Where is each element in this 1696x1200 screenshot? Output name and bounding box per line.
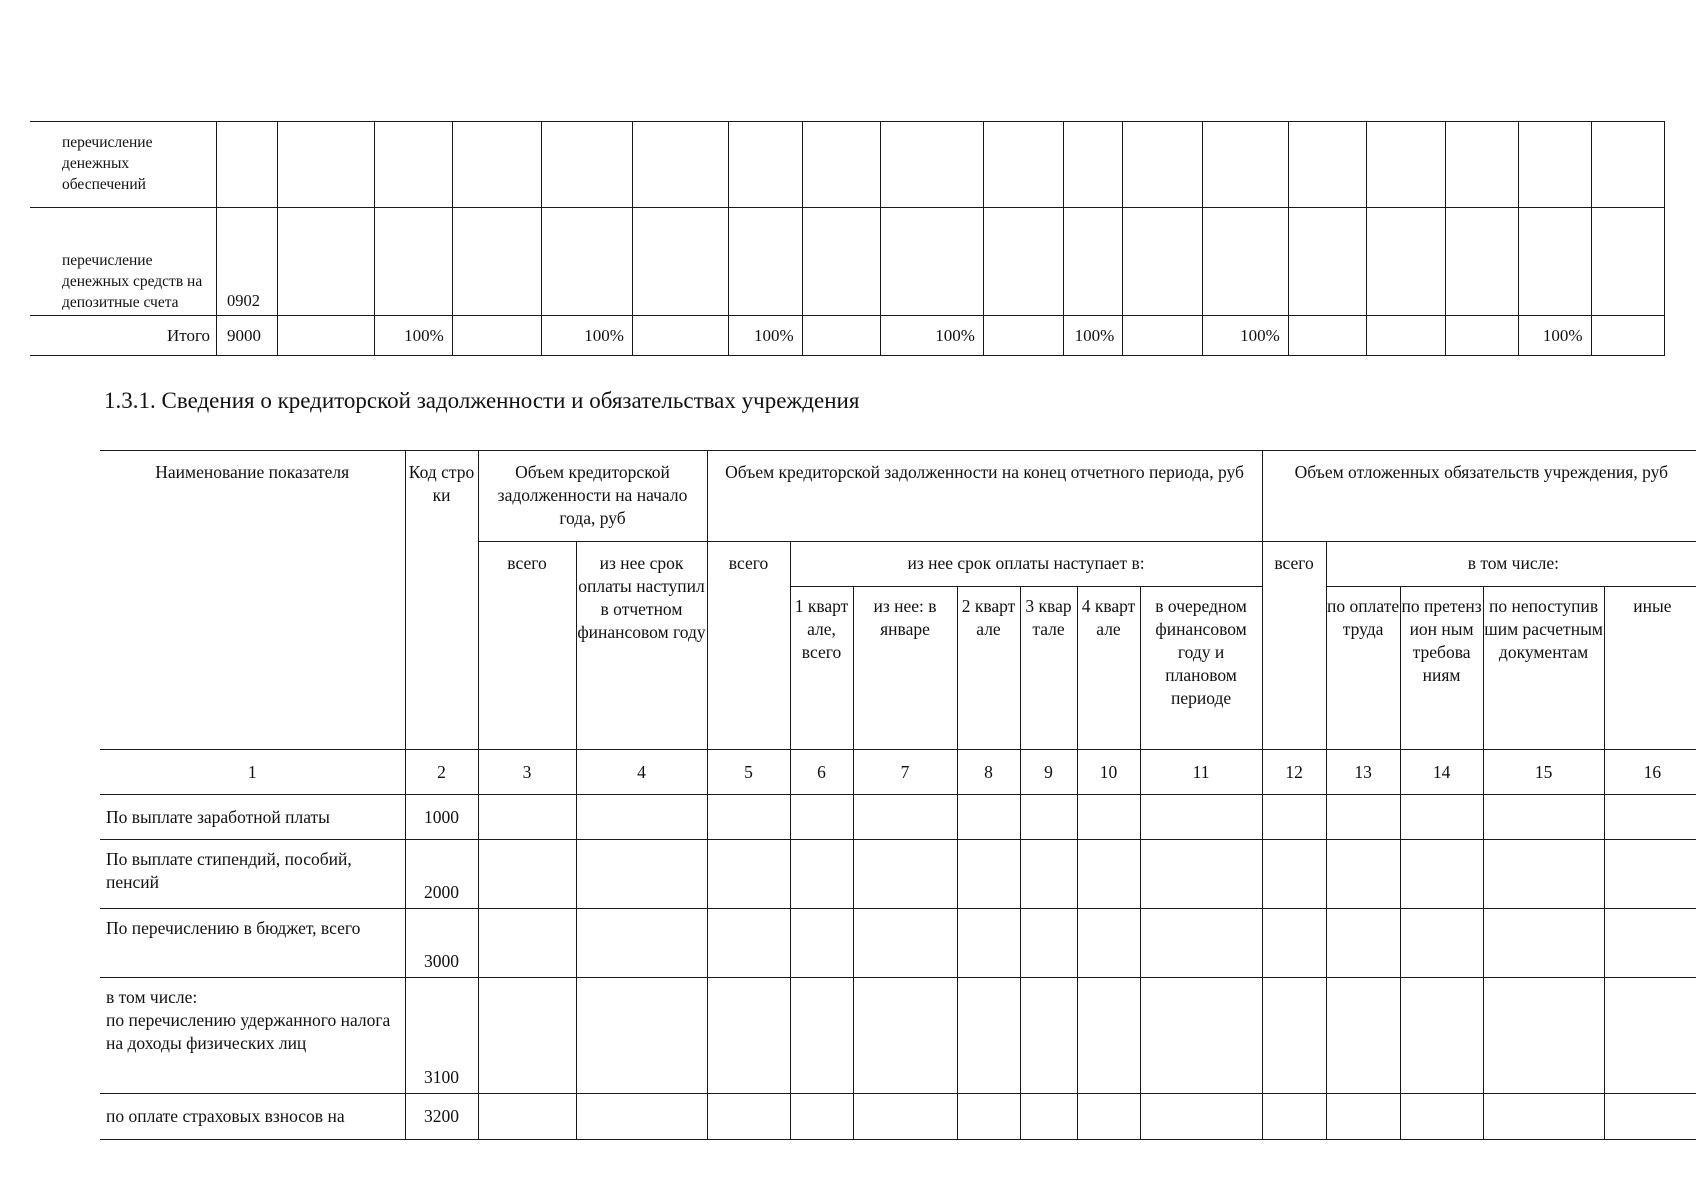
table-cell (1077, 1094, 1140, 1140)
row-label: По выплате заработной платы (100, 795, 405, 840)
table-cell (790, 795, 853, 840)
table-cell (632, 122, 728, 208)
total-code: 9000 (217, 316, 278, 356)
row-label: по оплате страховых взносов на (100, 1094, 405, 1140)
table-cell (1483, 840, 1604, 909)
table-cell (452, 122, 541, 208)
table-cell (790, 909, 853, 978)
table-cell (853, 840, 957, 909)
table-cell (790, 840, 853, 909)
column-number: 12 (1262, 750, 1326, 795)
table-cell (1326, 1094, 1400, 1140)
row-label: перечисление денежных обеспечений (30, 122, 217, 208)
row-label-prefix: в том числе: (106, 987, 198, 1007)
table-cell (853, 909, 957, 978)
total-row (30, 316, 1665, 356)
table-cell (983, 122, 1063, 208)
total-cell (802, 316, 881, 356)
creditor-debt-table (100, 450, 1696, 1140)
column-number-row (100, 750, 1696, 795)
table-cell (375, 122, 453, 208)
header-january: из нее: в январе (853, 587, 957, 750)
total-cell (1445, 316, 1518, 356)
table-row (30, 208, 1665, 316)
table-cell (802, 122, 881, 208)
table-cell (1262, 1094, 1326, 1140)
table-cell (1604, 795, 1696, 840)
table-cell (277, 208, 374, 316)
column-number: 7 (853, 750, 957, 795)
table-cell (1483, 909, 1604, 978)
total-cell (983, 316, 1063, 356)
total-cell: 100% (729, 316, 802, 356)
table-cell (1400, 909, 1483, 978)
table-cell (983, 208, 1063, 316)
table-cell (1483, 795, 1604, 840)
table-cell (707, 1094, 790, 1140)
row-code: 2000 (405, 840, 478, 909)
table-cell (1591, 122, 1664, 208)
table-cell (1445, 208, 1518, 316)
table-cell (957, 795, 1020, 840)
table-cell (853, 978, 957, 1094)
total-cell: 100% (541, 316, 632, 356)
column-number: 13 (1326, 750, 1400, 795)
row-label (100, 978, 405, 1094)
table-cell (1140, 795, 1262, 840)
table-row (100, 795, 1696, 840)
table-cell (1483, 1094, 1604, 1140)
header-unreceived: по непоступив шим расчетным документам (1483, 587, 1604, 750)
row-code: 3100 (405, 978, 478, 1094)
table-cell (853, 795, 957, 840)
table-cell (541, 122, 632, 208)
column-number: 5 (707, 750, 790, 795)
table-cell (1262, 978, 1326, 1094)
row-code (217, 122, 278, 208)
table-cell (1063, 122, 1123, 208)
table-cell (1604, 1094, 1696, 1140)
table-cell (1262, 840, 1326, 909)
table-cell (1591, 208, 1664, 316)
header-deferred-total: всего (1262, 542, 1326, 750)
header-due-in: из нее срок оплаты наступает в: (790, 542, 1262, 587)
table-cell (1020, 1094, 1077, 1140)
row-code: 0902 (217, 208, 278, 316)
table-cell (541, 208, 632, 316)
table-cell (1020, 909, 1077, 978)
header-end-volume: Объем кредиторской задолженности на конец отчетного периода, руб (707, 451, 1262, 542)
column-number: 4 (576, 750, 707, 795)
table-cell (957, 978, 1020, 1094)
table-cell (707, 795, 790, 840)
total-cell (1288, 316, 1367, 356)
total-cell (1591, 316, 1664, 356)
table-cell (957, 840, 1020, 909)
table-cell (1400, 795, 1483, 840)
table-cell (1140, 1094, 1262, 1140)
total-cell (1123, 316, 1203, 356)
table-cell (729, 122, 802, 208)
table-cell (632, 208, 728, 316)
table-cell (1400, 840, 1483, 909)
table-cell (707, 909, 790, 978)
table-cell (1367, 122, 1446, 208)
table-cell (1020, 795, 1077, 840)
table-cell (1020, 978, 1077, 1094)
table-cell (790, 978, 853, 1094)
table-cell (1400, 978, 1483, 1094)
header-deferred: Объем отложенных обязательств учреждения, руб (1262, 451, 1696, 542)
header-q2: 2 кварт але (957, 587, 1020, 750)
table-cell (478, 795, 576, 840)
row-code: 3200 (405, 1094, 478, 1140)
header-name: Наименование показателя (100, 451, 405, 750)
total-cell (1367, 316, 1446, 356)
row-code: 3000 (405, 909, 478, 978)
table-cell (1604, 978, 1696, 1094)
table-row (100, 840, 1696, 909)
column-number: 3 (478, 750, 576, 795)
total-cell: 100% (375, 316, 453, 356)
header-q3: 3 квар тале (1020, 587, 1077, 750)
table-cell (1262, 909, 1326, 978)
header-claims: по претенз ион ным требова ниям (1400, 587, 1483, 750)
table-cell (707, 840, 790, 909)
table-cell (1020, 840, 1077, 909)
header-q1: 1 кварт але, всего (790, 587, 853, 750)
table-cell (1288, 122, 1367, 208)
continuation-table (30, 121, 1665, 356)
table-cell (1288, 208, 1367, 316)
table-cell (1604, 840, 1696, 909)
total-cell: 100% (1519, 316, 1591, 356)
column-number: 11 (1140, 750, 1262, 795)
table-row (30, 122, 1665, 208)
table-cell (1367, 208, 1446, 316)
table-cell (1445, 122, 1518, 208)
table-cell (1483, 978, 1604, 1094)
total-cell (277, 316, 374, 356)
column-number: 10 (1077, 750, 1140, 795)
total-cell (452, 316, 541, 356)
table-cell (881, 122, 984, 208)
table-cell (576, 795, 707, 840)
header-code: Код стро ки (405, 451, 478, 750)
table-cell (1140, 840, 1262, 909)
column-number: 6 (790, 750, 853, 795)
table-cell (1202, 208, 1288, 316)
section-title: 1.3.1. Сведения о кредиторской задолженности и обязательствах учреждения (104, 388, 860, 413)
total-cell: 100% (1063, 316, 1123, 356)
column-number: 8 (957, 750, 1020, 795)
table-cell (1326, 795, 1400, 840)
table-cell (853, 1094, 957, 1140)
row-label: перечисление денежных средств на депозитные счета (30, 208, 217, 316)
table-cell (1326, 978, 1400, 1094)
table-cell (1202, 122, 1288, 208)
table-cell (802, 208, 881, 316)
header-including: в том числе: (1326, 542, 1696, 587)
table-cell (478, 978, 576, 1094)
table-cell (375, 208, 453, 316)
column-number: 16 (1604, 750, 1696, 795)
table-cell (576, 978, 707, 1094)
table-cell (1140, 978, 1262, 1094)
table-cell (1123, 208, 1203, 316)
table-cell (881, 208, 984, 316)
header-labor: по оплате труда (1326, 587, 1400, 750)
header-row (100, 451, 1696, 542)
column-number: 1 (100, 750, 405, 795)
table-cell (277, 122, 374, 208)
table-cell (452, 208, 541, 316)
table-cell (478, 1094, 576, 1140)
table-cell (1326, 840, 1400, 909)
table-cell (1123, 122, 1203, 208)
table-cell (1262, 795, 1326, 840)
table-cell (1077, 840, 1140, 909)
header-end-total: всего (707, 542, 790, 750)
header-start-volume: Объем кредиторской задолженности на начало года, руб (478, 451, 707, 542)
total-cell (632, 316, 728, 356)
row-label-text: по перечислению удержанного налога на доходы физических лиц (106, 1010, 391, 1053)
table-cell (729, 208, 802, 316)
table-cell (1519, 208, 1591, 316)
table-cell (1063, 208, 1123, 316)
header-start-total: всего (478, 542, 576, 750)
table-row (100, 909, 1696, 978)
header-next-year: в очередном финансовом году и плановом периоде (1140, 587, 1262, 750)
table-cell (1519, 122, 1591, 208)
table-cell (707, 978, 790, 1094)
table-cell (1077, 795, 1140, 840)
table-cell (1604, 909, 1696, 978)
table-cell (957, 909, 1020, 978)
row-label: По перечислению в бюджет, всего (100, 909, 405, 978)
row-code: 1000 (405, 795, 478, 840)
table-cell (478, 840, 576, 909)
table-cell (1077, 978, 1140, 1094)
column-number: 14 (1400, 750, 1483, 795)
table-cell (478, 909, 576, 978)
table-cell (576, 1094, 707, 1140)
row-label: По выплате стипендий, пособий, пенсий (100, 840, 405, 909)
table-cell (1140, 909, 1262, 978)
column-number: 15 (1483, 750, 1604, 795)
table-cell (576, 840, 707, 909)
header-other: иные (1604, 587, 1696, 750)
table-cell (576, 909, 707, 978)
total-label: Итого (30, 316, 217, 356)
column-number: 2 (405, 750, 478, 795)
table-cell (957, 1094, 1020, 1140)
header-q4: 4 кварт але (1077, 587, 1140, 750)
column-number: 9 (1020, 750, 1077, 795)
header-overdue: из нее срок оплаты наступил в отчетном финансовом году (576, 542, 707, 750)
table-cell (1077, 909, 1140, 978)
table-row (100, 1094, 1696, 1140)
table-cell (1400, 1094, 1483, 1140)
total-cell: 100% (881, 316, 984, 356)
table-cell (790, 1094, 853, 1140)
table-cell (1326, 909, 1400, 978)
table-row (100, 978, 1696, 1094)
total-cell: 100% (1202, 316, 1288, 356)
